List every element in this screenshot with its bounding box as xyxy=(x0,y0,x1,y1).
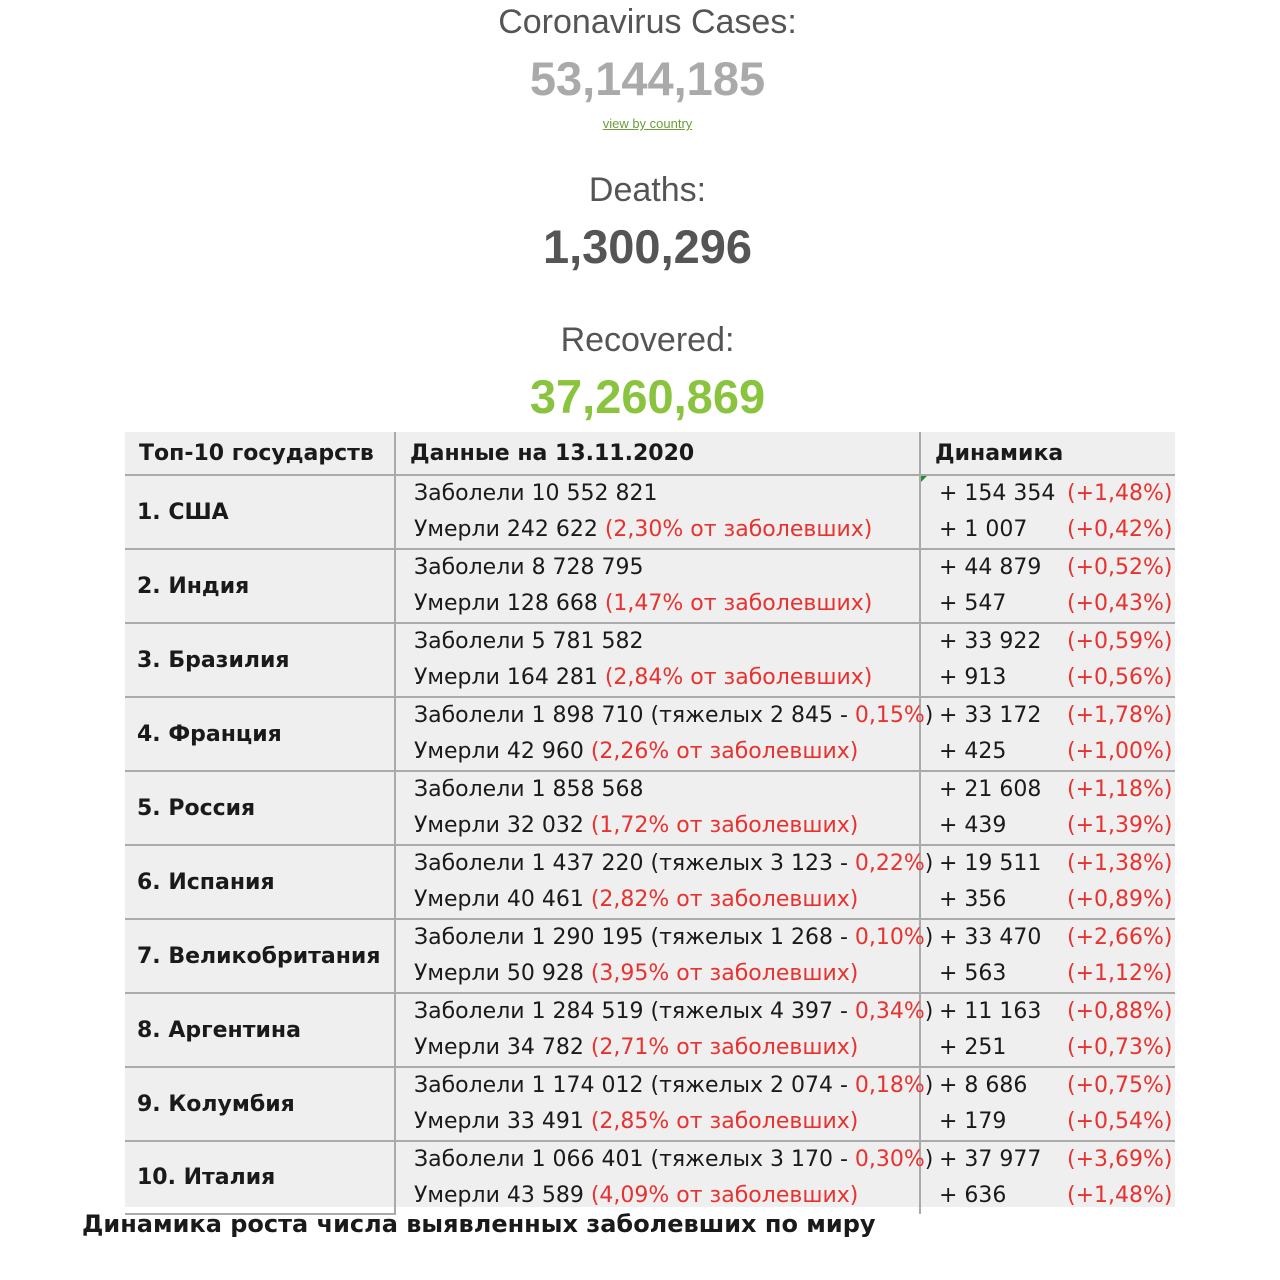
cases-delta: + 8 686 xyxy=(939,1073,1028,1098)
cases-cell xyxy=(395,1067,934,1104)
cases-text: Заболели 1 174 012 xyxy=(414,1073,651,1098)
severe-pct: 0,15% xyxy=(854,703,925,728)
cases-dynamics-cell xyxy=(920,549,1175,586)
cases-text: Заболели 1 437 220 xyxy=(414,851,651,876)
deaths-text: Умерли 128 668 xyxy=(414,591,605,616)
deaths-delta-pct: (+0,89%) xyxy=(1067,887,1173,912)
cases-cell xyxy=(395,919,934,956)
cases-delta-pct: (+3,69%) xyxy=(1067,1147,1173,1172)
cases-dynamics-cell xyxy=(920,1141,1175,1178)
cases-delta-pct: (+0,59%) xyxy=(1067,629,1173,654)
cases-text: Заболели 1 066 401 xyxy=(414,1147,651,1172)
table-row xyxy=(125,919,1175,956)
cases-delta-pct: (+0,75%) xyxy=(1067,1073,1173,1098)
country-name: 1. США xyxy=(125,475,395,549)
deaths-pct: (2,82% от заболевших) xyxy=(590,887,859,912)
cases-text: Заболели 1 284 519 xyxy=(414,999,651,1024)
country-name: 4. Франция xyxy=(125,697,395,771)
deaths-text: Умерли 50 928 xyxy=(414,961,591,986)
cases-cell xyxy=(395,771,920,808)
caption: Динамика роста числа выявленных заболевших по миру xyxy=(82,1210,876,1238)
deaths-cell xyxy=(395,586,920,623)
severe-text: (тяжелых 2 074 - xyxy=(650,1073,855,1098)
cases-dynamics-cell xyxy=(920,771,1175,808)
deaths-delta: + 1 007 xyxy=(939,517,1028,542)
deaths-pct: (2,26% от заболевших) xyxy=(590,739,859,764)
cases-cell xyxy=(395,549,920,586)
severe-text: (тяжелых 2 845 - xyxy=(650,703,855,728)
cases-dynamics-cell xyxy=(920,919,1175,956)
table-row xyxy=(125,845,1175,882)
cases-dynamics-cell xyxy=(920,697,1175,734)
cases-label: Coronavirus Cases: xyxy=(498,3,797,41)
deaths-dynamics-cell xyxy=(920,956,1175,993)
severe-pct: 0,30% xyxy=(854,1147,925,1172)
severe-pct: 0,18% xyxy=(854,1073,925,1098)
deaths-delta-pct: (+1,12%) xyxy=(1067,961,1173,986)
deaths-text: Умерли 42 960 xyxy=(414,739,591,764)
deaths-stat xyxy=(0,170,1280,275)
severe-pct: 0,22% xyxy=(854,851,925,876)
deaths-cell xyxy=(395,808,920,845)
deaths-dynamics-cell xyxy=(920,512,1175,549)
deaths-pct: (3,95% от заболевших) xyxy=(590,961,859,986)
table-header-row xyxy=(125,432,1175,475)
deaths-dynamics-cell xyxy=(920,1104,1175,1141)
severe-close: ) xyxy=(924,999,934,1024)
deaths-dynamics-cell xyxy=(920,586,1175,623)
severe-close: ) xyxy=(924,1073,934,1098)
deaths-text: Умерли 32 032 xyxy=(414,813,591,838)
top10-table xyxy=(125,432,1175,1215)
cases-delta-pct: (+1,78%) xyxy=(1067,703,1173,728)
view-by-country-link[interactable]: view by country xyxy=(602,116,693,131)
deaths-delta-pct: (+0,42%) xyxy=(1067,517,1173,542)
cases-delta: + 44 879 xyxy=(939,555,1042,580)
deaths-cell xyxy=(395,734,920,771)
deaths-pct: (4,09% от заболевших) xyxy=(590,1183,859,1208)
deaths-dynamics-cell xyxy=(920,808,1175,845)
country-name: 8. Аргентина xyxy=(125,993,395,1067)
severe-text: (тяжелых 3 170 - xyxy=(650,1147,855,1172)
severe-close: ) xyxy=(924,925,934,950)
cases-cell xyxy=(395,623,920,660)
deaths-delta: + 547 xyxy=(939,591,1007,616)
cases-dynamics-cell xyxy=(920,845,1175,882)
table-row xyxy=(125,475,1175,512)
deaths-text: Умерли 43 589 xyxy=(414,1183,591,1208)
cases-delta-pct: (+2,66%) xyxy=(1067,925,1173,950)
cases-cell xyxy=(395,697,934,734)
deaths-delta: + 251 xyxy=(939,1035,1007,1060)
deaths-pct: (2,84% от заболевших) xyxy=(604,665,873,690)
header-countries: Топ-10 государств xyxy=(125,432,395,475)
header-data-date: Данные на 13.11.2020 xyxy=(395,432,920,475)
deaths-pct: (2,85% от заболевших) xyxy=(590,1109,859,1134)
cases-delta: + 33 470 xyxy=(939,925,1042,950)
recovered-stat xyxy=(0,320,1280,425)
deaths-cell xyxy=(395,1178,920,1214)
cases-dynamics-cell xyxy=(920,623,1175,660)
table-row xyxy=(125,771,1175,808)
header-dynamics: Динамика xyxy=(920,432,1175,475)
country-name: 9. Колумбия xyxy=(125,1067,395,1141)
deaths-delta-pct: (+0,56%) xyxy=(1067,665,1173,690)
cases-delta-pct: (+0,88%) xyxy=(1067,999,1173,1024)
cases-cell xyxy=(395,845,934,882)
deaths-cell xyxy=(395,512,920,549)
cases-dynamics-cell xyxy=(920,993,1175,1030)
severe-close: ) xyxy=(924,1147,934,1172)
deaths-delta-pct: (+0,43%) xyxy=(1067,591,1173,616)
deaths-cell xyxy=(395,1104,920,1141)
cases-delta: + 11 163 xyxy=(939,999,1042,1024)
cases-stat xyxy=(0,2,1280,107)
deaths-cell xyxy=(395,882,920,919)
cases-text: Заболели 1 858 568 xyxy=(414,777,644,802)
deaths-delta-pct: (+1,00%) xyxy=(1067,739,1173,764)
deaths-pct: (2,30% от заболевших) xyxy=(604,517,873,542)
severe-pct: 0,10% xyxy=(854,925,925,950)
country-name: 5. Россия xyxy=(125,771,395,845)
deaths-cell xyxy=(395,956,920,993)
deaths-cell xyxy=(395,1030,920,1067)
cases-dynamics-cell xyxy=(920,1067,1175,1104)
cases-delta-pct: (+1,48%) xyxy=(1067,481,1173,506)
deaths-pct: (1,47% от заболевших) xyxy=(604,591,873,616)
cases-delta-pct: (+1,38%) xyxy=(1067,851,1173,876)
deaths-text: Умерли 34 782 xyxy=(414,1035,591,1060)
deaths-delta: + 179 xyxy=(939,1109,1007,1134)
deaths-text: Умерли 33 491 xyxy=(414,1109,591,1134)
cases-text: Заболели 10 552 821 xyxy=(414,481,658,506)
table-row xyxy=(125,1067,1175,1104)
cases-delta-pct: (+1,18%) xyxy=(1067,777,1173,802)
cases-text: Заболели 1 898 710 xyxy=(414,703,651,728)
deaths-pct: (1,72% от заболевших) xyxy=(590,813,859,838)
deaths-text: Умерли 164 281 xyxy=(414,665,605,690)
deaths-delta-pct: (+1,48%) xyxy=(1067,1183,1173,1208)
deaths-delta: + 439 xyxy=(939,813,1007,838)
deaths-delta: + 636 xyxy=(939,1183,1007,1208)
deaths-label: Deaths: xyxy=(588,171,707,209)
cases-delta: + 154 354 xyxy=(939,481,1056,506)
severe-close: ) xyxy=(924,703,934,728)
deaths-pct: (2,71% от заболевших) xyxy=(590,1035,859,1060)
severe-close: ) xyxy=(924,851,934,876)
deaths-dynamics-cell xyxy=(920,882,1175,919)
cases-delta: + 37 977 xyxy=(939,1147,1042,1172)
cases-text: Заболели 1 290 195 xyxy=(414,925,651,950)
cases-dynamics-cell xyxy=(920,475,1175,512)
deaths-dynamics-cell xyxy=(920,734,1175,771)
severe-text: (тяжелых 1 268 - xyxy=(650,925,855,950)
deaths-value: 1,300,296 xyxy=(542,220,753,273)
severe-pct: 0,34% xyxy=(854,999,925,1024)
cases-delta-pct: (+0,52%) xyxy=(1067,555,1173,580)
deaths-cell xyxy=(395,660,920,697)
country-name: 2. Индия xyxy=(125,549,395,623)
severe-text: (тяжелых 3 123 - xyxy=(650,851,855,876)
country-name: 7. Великобритания xyxy=(125,919,395,993)
deaths-delta-pct: (+0,54%) xyxy=(1067,1109,1173,1134)
deaths-delta: + 563 xyxy=(939,961,1007,986)
deaths-delta: + 356 xyxy=(939,887,1007,912)
cases-cell xyxy=(395,1141,934,1178)
top10-table-container xyxy=(125,432,1175,1207)
table-row xyxy=(125,623,1175,660)
deaths-delta-pct: (+0,73%) xyxy=(1067,1035,1173,1060)
recovered-label: Recovered: xyxy=(560,321,735,359)
cases-delta: + 21 608 xyxy=(939,777,1042,802)
cases-cell xyxy=(395,993,934,1030)
country-name: 3. Бразилия xyxy=(125,623,395,697)
cases-text: Заболели 8 728 795 xyxy=(414,555,644,580)
country-name: 6. Испания xyxy=(125,845,395,919)
deaths-delta: + 913 xyxy=(939,665,1007,690)
cases-delta: + 33 922 xyxy=(939,629,1042,654)
country-name: 10. Италия xyxy=(125,1141,395,1214)
deaths-dynamics-cell xyxy=(920,1178,1175,1214)
deaths-dynamics-cell xyxy=(920,1030,1175,1067)
table-row xyxy=(125,993,1175,1030)
cases-delta: + 19 511 xyxy=(939,851,1042,876)
cases-delta: + 33 172 xyxy=(939,703,1042,728)
table-row xyxy=(125,697,1175,734)
table-row xyxy=(125,549,1175,586)
deaths-delta-pct: (+1,39%) xyxy=(1067,813,1173,838)
cases-cell xyxy=(395,475,920,512)
deaths-text: Умерли 40 461 xyxy=(414,887,591,912)
deaths-text: Умерли 242 622 xyxy=(414,517,605,542)
table-row xyxy=(125,1141,1175,1178)
cases-text: Заболели 5 781 582 xyxy=(414,629,644,654)
recovered-value: 37,260,869 xyxy=(529,370,766,423)
cases-value: 53,144,185 xyxy=(529,52,766,105)
deaths-dynamics-cell xyxy=(920,660,1175,697)
comment-marker-icon xyxy=(921,476,927,482)
deaths-delta: + 425 xyxy=(939,739,1007,764)
severe-text: (тяжелых 4 397 - xyxy=(650,999,855,1024)
